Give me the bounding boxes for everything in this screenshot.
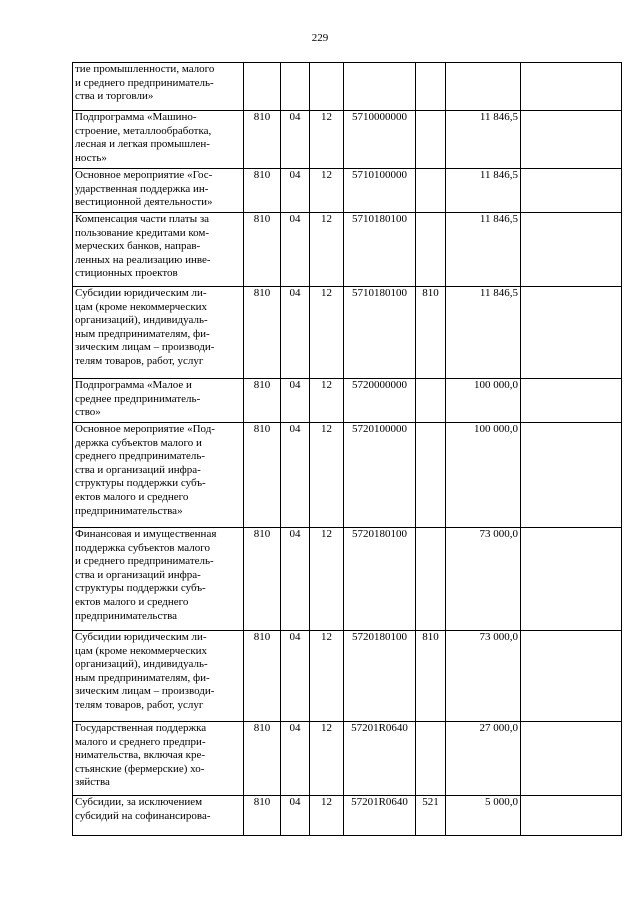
section-code-cell [281,63,310,111]
target-article-cell: 5720000000 [344,379,416,423]
grbs-code-cell: 810 [244,287,281,379]
table-row [73,379,622,423]
row-name-cell: Субсидии юридическим ли- цам (кроме некоммерческих организаций), индивидуаль- ным предпринимателям, фи- зическим лицам – производи- телям товаров, работ, услуг [73,287,244,379]
row-name-cell: Подпрограмма «Малое и среднее предприниматель- ство» [73,379,244,423]
table-row [73,287,622,379]
empty-cell [521,528,622,631]
amount-cell: 5 000,0 [446,796,521,836]
amount-cell: 11 846,5 [446,111,521,169]
row-name-cell: Финансовая и имущественная поддержка субъектов малого и среднего предприниматель- ства и организаций инфра- структуры поддержки субъ- ектов малого и среднего предпринимательства [73,528,244,631]
subsection-code-cell [310,63,344,111]
grbs-code-cell: 810 [244,111,281,169]
expense-type-cell [416,722,446,796]
target-article-cell: 5710000000 [344,111,416,169]
expense-type-cell [416,379,446,423]
section-code-cell: 04 [281,722,310,796]
page-number: 229 [311,32,329,44]
subsection-code-cell: 12 [310,423,344,528]
grbs-code-cell: 810 [244,379,281,423]
expense-type-cell: 521 [416,796,446,836]
empty-cell [521,423,622,528]
subsection-code-cell: 12 [310,631,344,722]
expense-type-cell [416,63,446,111]
row-name-cell: Основное мероприятие «Под- держка субъектов малого и среднего предприниматель- ства и организаций инфра- структуры поддержки субъ- ектов малого и среднего предпринимательства» [73,423,244,528]
table-row [73,63,622,111]
row-name-cell: Компенсация части платы за пользование кредитами ком- мерческих банков, направ- ленных на реализацию инве- стиционных проектов [73,213,244,287]
empty-cell [521,63,622,111]
subsection-code-cell: 12 [310,528,344,631]
table-row [73,169,622,213]
table-row [73,111,622,169]
row-name-cell: Основное мероприятие «Гос- ударственная поддержка ин- вестиционной деятельности» [73,169,244,213]
expense-type-cell: 810 [416,287,446,379]
subsection-code-cell: 12 [310,213,344,287]
table-row [73,213,622,287]
target-article-cell [344,63,416,111]
table-row [73,722,622,796]
expense-type-cell [416,111,446,169]
expense-type-cell: 810 [416,631,446,722]
section-code-cell: 04 [281,213,310,287]
section-code-cell: 04 [281,796,310,836]
expense-type-cell [416,169,446,213]
expense-type-cell [416,528,446,631]
target-article-cell: 5710180100 [344,213,416,287]
row-name-cell: Субсидии юридическим ли- цам (кроме некоммерческих организаций), индивидуаль- ным предпринимателям, фи- зическим лицам – производи- телям товаров, работ, услуг [73,631,244,722]
empty-cell [521,213,622,287]
target-article-cell: 5720100000 [344,423,416,528]
grbs-code-cell: 810 [244,423,281,528]
row-name-cell: Подпрограмма «Машино- строение, металлообработка, лесная и легкая промышлен- ность» [73,111,244,169]
grbs-code-cell: 810 [244,213,281,287]
subsection-code-cell: 12 [310,111,344,169]
expense-type-cell [416,423,446,528]
target-article-cell: 57201R0640 [344,796,416,836]
table-row [73,796,622,836]
amount-cell [446,63,521,111]
section-code-cell: 04 [281,423,310,528]
grbs-code-cell [244,63,281,111]
amount-cell: 11 846,5 [446,287,521,379]
subsection-code-cell: 12 [310,722,344,796]
section-code-cell: 04 [281,111,310,169]
subsection-code-cell: 12 [310,287,344,379]
row-name-cell: тие промышленности, малого и среднего предприниматель- ства и торговли» [73,63,244,111]
amount-cell: 11 846,5 [446,213,521,287]
subsection-code-cell: 12 [310,169,344,213]
target-article-cell: 57201R0640 [344,722,416,796]
section-code-cell: 04 [281,631,310,722]
empty-cell [521,796,622,836]
target-article-cell: 5710100000 [344,169,416,213]
section-code-cell: 04 [281,169,310,213]
row-name-cell: Субсидии, за исключением субсидий на софинансирова- [73,796,244,836]
empty-cell [521,287,622,379]
empty-cell [521,169,622,213]
amount-cell: 11 846,5 [446,169,521,213]
grbs-code-cell: 810 [244,169,281,213]
empty-cell [521,631,622,722]
grbs-code-cell: 810 [244,528,281,631]
expense-type-cell [416,213,446,287]
section-code-cell: 04 [281,528,310,631]
row-name-cell: Государственная поддержка малого и среднего предпри- нимательства, включая кре- стьянские (фермерские) хо- зяйства [73,722,244,796]
target-article-cell: 5720180100 [344,631,416,722]
subsection-code-cell: 12 [310,796,344,836]
target-article-cell: 5710180100 [344,287,416,379]
budget-table [72,62,622,836]
section-code-cell: 04 [281,287,310,379]
section-code-cell: 04 [281,379,310,423]
subsection-code-cell: 12 [310,379,344,423]
empty-cell [521,379,622,423]
amount-cell: 73 000,0 [446,528,521,631]
empty-cell [521,722,622,796]
target-article-cell: 5720180100 [344,528,416,631]
amount-cell: 27 000,0 [446,722,521,796]
amount-cell: 100 000,0 [446,379,521,423]
empty-cell [521,111,622,169]
table-row [73,528,622,631]
grbs-code-cell: 810 [244,722,281,796]
table-row [73,423,622,528]
grbs-code-cell: 810 [244,631,281,722]
grbs-code-cell: 810 [244,796,281,836]
table-row [73,631,622,722]
amount-cell: 73 000,0 [446,631,521,722]
amount-cell: 100 000,0 [446,423,521,528]
